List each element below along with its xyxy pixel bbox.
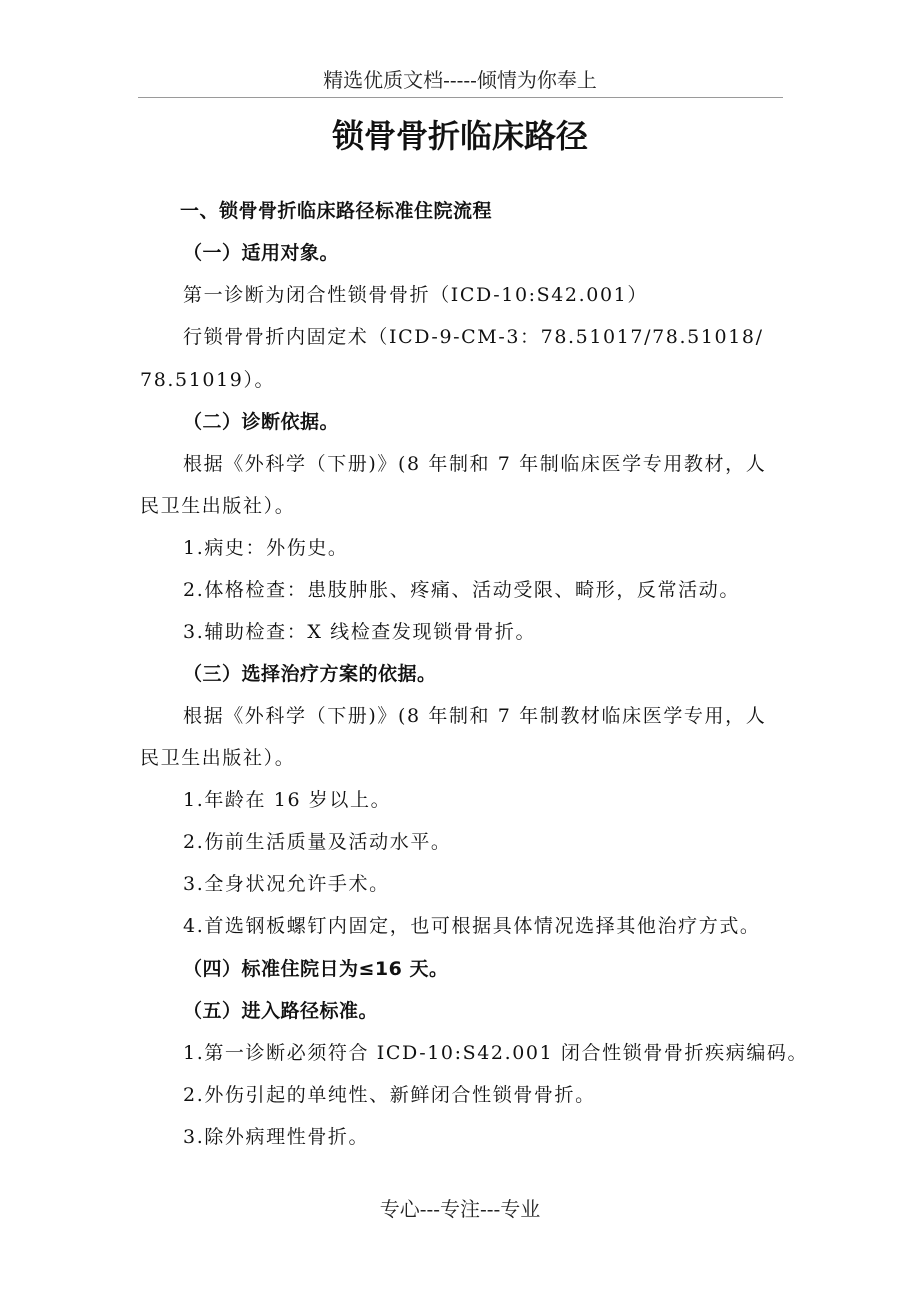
subsection-heading-criteria: （五）进入路径标准。 [183, 1000, 379, 1022]
subsection-heading-scope: （一）适用对象。 [183, 242, 340, 264]
list-item: 1.病史：外伤史。 [183, 537, 349, 559]
list-item: 2.伤前生活质量及活动水平。 [183, 831, 452, 853]
list-item: 3.除外病理性骨折。 [183, 1126, 370, 1148]
subsection-heading-diagnosis: （二）诊断依据。 [183, 411, 340, 433]
paragraph-line: 78.51019）。 [140, 369, 276, 391]
subsection-heading-treatment: （三）选择治疗方案的依据。 [183, 663, 437, 685]
paragraph-line: 行锁骨骨折内固定术（ICD-9-CM-3：78.51017/78.51018/ [183, 326, 764, 348]
list-item: 2.体格检查：患肢肿胀、疼痛、活动受限、畸形，反常活动。 [183, 579, 740, 601]
paragraph-line: 民卫生出版社）。 [140, 495, 296, 517]
page-footer: 专心---专注---专业 [379, 1197, 541, 1221]
paragraph-line: 第一诊断为闭合性锁骨骨折（ICD-10:S42.001） [183, 284, 648, 306]
paragraph-line: 根据《外科学（下册)》(8 年制和 7 年制教材临床医学专用，人 [183, 705, 767, 727]
page-header: 精选优质文档-----倾情为你奉上 [323, 68, 597, 92]
header-divider [138, 97, 783, 98]
list-item: 4.首选钢板螺钉内固定，也可根据具体情况选择其他治疗方式。 [183, 915, 761, 937]
paragraph-line: 根据《外科学（下册)》(8 年制和 7 年制临床医学专用教材，人 [183, 453, 767, 475]
list-item: 3.全身状况允许手术。 [183, 873, 390, 895]
list-item: 1.第一诊断必须符合 ICD-10:S42.001 闭合性锁骨骨折疾病编码。 [183, 1042, 809, 1064]
section-heading: 一、锁骨骨折临床路径标准住院流程 [180, 200, 493, 222]
document-title: 锁骨骨折临床路径 [331, 117, 588, 155]
list-item: 1.年龄在 16 岁以上。 [183, 789, 392, 811]
paragraph-line: 民卫生出版社）。 [140, 747, 296, 769]
subsection-heading-stay: （四）标准住院日为≤16 天。 [183, 958, 449, 980]
list-item: 2.外伤引起的单纯性、新鲜闭合性锁骨骨折。 [183, 1084, 596, 1106]
list-item: 3.辅助检查：X 线检查发现锁骨骨折。 [183, 621, 537, 643]
